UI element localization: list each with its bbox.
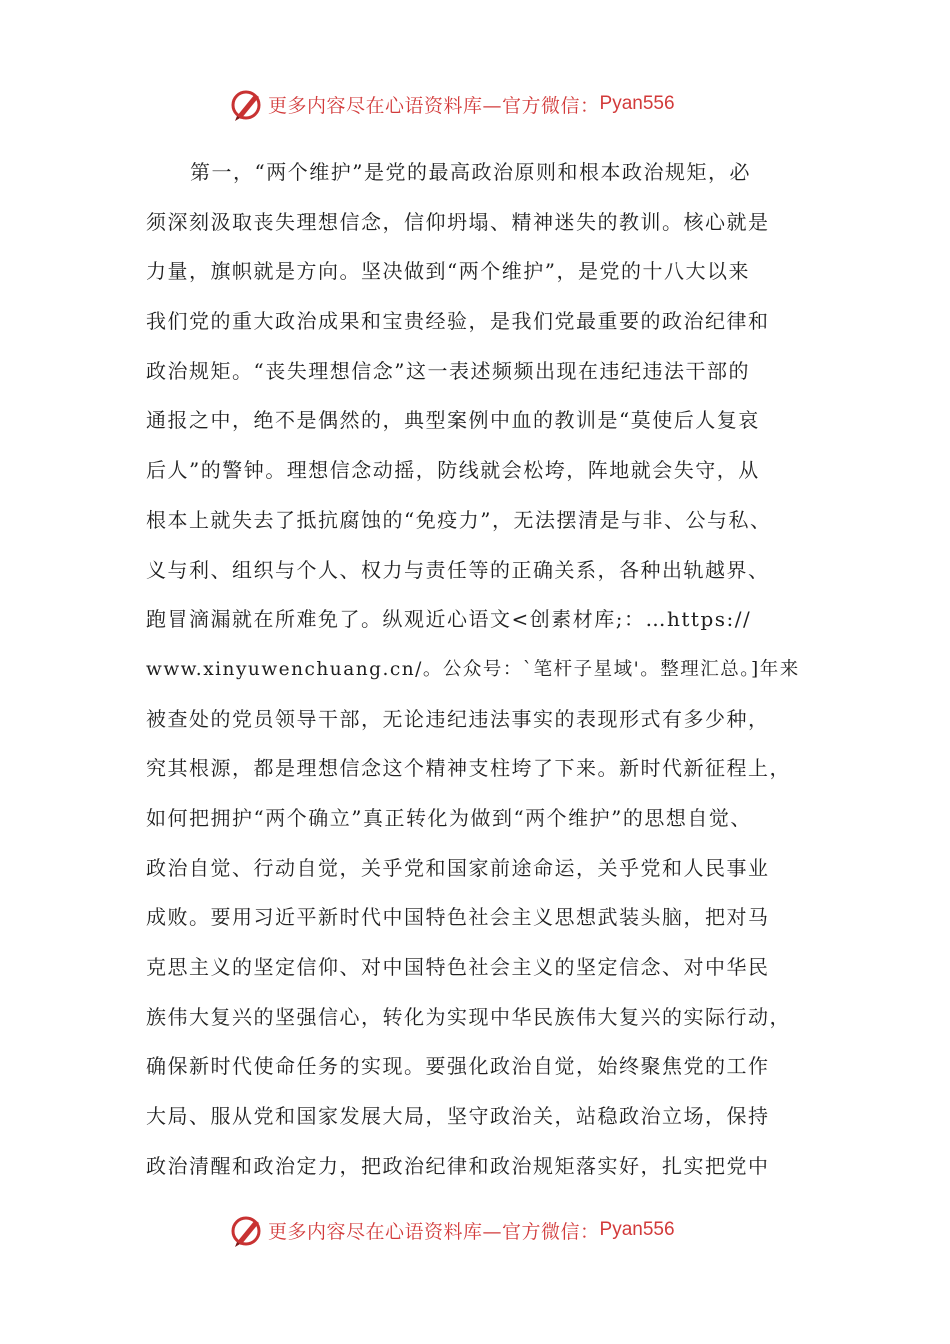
text-line: 确保新时代使命任务的实现。要强化政治自觉，始终聚焦党的工作 <box>146 1054 770 1079</box>
banner-text: 更多内容尽在心语资料库—官方微信： <box>268 94 600 117</box>
footer-banner <box>228 1210 748 1250</box>
banner-text: 更多内容尽在心语资料库—官方微信： <box>268 1220 600 1243</box>
text-line: 族伟大复兴的坚强信心，转化为实现中华民族伟大复兴的实际行动， <box>146 1004 791 1029</box>
text-line: 克思主义的坚定信仰、对中国特色社会主义的坚定信念、对中华民 <box>146 955 770 979</box>
body-paragraph <box>146 148 812 1191</box>
text-line: 跑冒滴漏就在所难免了。纵观近心语文<创素材库;：…https:// <box>146 607 752 632</box>
text-line: 须深刻汲取丧失理想信念，信仰坍塌、精神迷失的教训。核心就是 <box>146 209 770 234</box>
pen-logo-icon <box>228 86 264 122</box>
text-line: 力量，旗帜就是方向。坚决做到“两个维护”，是党的十八大以来 <box>146 259 750 284</box>
text-line: 成败。要用习近平新时代中国特色社会主义思想武装头脑，把对马 <box>146 905 770 930</box>
text-line: 政治自觉、行动自觉，关乎党和国家前途命运，关乎党和人民事业 <box>146 855 770 880</box>
text-line: 通报之中，绝不是偶然的，典型案例中血的教训是“莫使后人复哀 <box>146 408 760 433</box>
text-line: 如何把拥护“两个确立”真正转化为做到“两个维护”的思想自觉、 <box>146 805 752 830</box>
text-line: 政治规矩。“丧失理想信念”这一表述频频出现在违纪违法干部的 <box>146 358 750 383</box>
banner-wechat-id: Pyan556 <box>599 1219 675 1240</box>
text-line: 义与利、组织与个人、权力与责任等的正确关系，各种出轨越界、 <box>146 557 770 582</box>
text-line: 第一，“两个维护”是党的最高政治原则和根本政治规矩，必 <box>190 160 751 184</box>
text-line: 政治清醒和政治定力，把政治纪律和政治规矩落实好，扎实把党中 <box>146 1153 770 1178</box>
text-line: www.xinyuwenchuang.cn/。公众号：`笔杆子星域'。整理汇总。]年来 <box>146 658 800 680</box>
text-line: 后人”的警钟。理想信念动摇，防线就会松垮，阵地就会失守，从 <box>146 458 760 483</box>
text-line: 根本上就失去了抵抗腐蚀的“免疫力”，无法摆清是与非、公与私、 <box>146 507 772 532</box>
text-line: 我们党的重大政治成果和宝贵经验，是我们党最重要的政治纪律和 <box>146 309 770 334</box>
pen-logo-icon <box>228 1212 264 1248</box>
text-line: 大局、服从党和国家发展大局，坚守政治关，站稳政治立场，保持 <box>146 1104 770 1129</box>
text-line: 究其根源，都是理想信念这个精神支柱垮了下来。新时代新征程上， <box>146 756 791 781</box>
header-banner <box>228 84 748 124</box>
banner-wechat-id: Pyan556 <box>599 93 675 114</box>
text-line: 被查处的党员领导干部，无论违纪违法事实的表现形式有多少种， <box>146 706 770 731</box>
